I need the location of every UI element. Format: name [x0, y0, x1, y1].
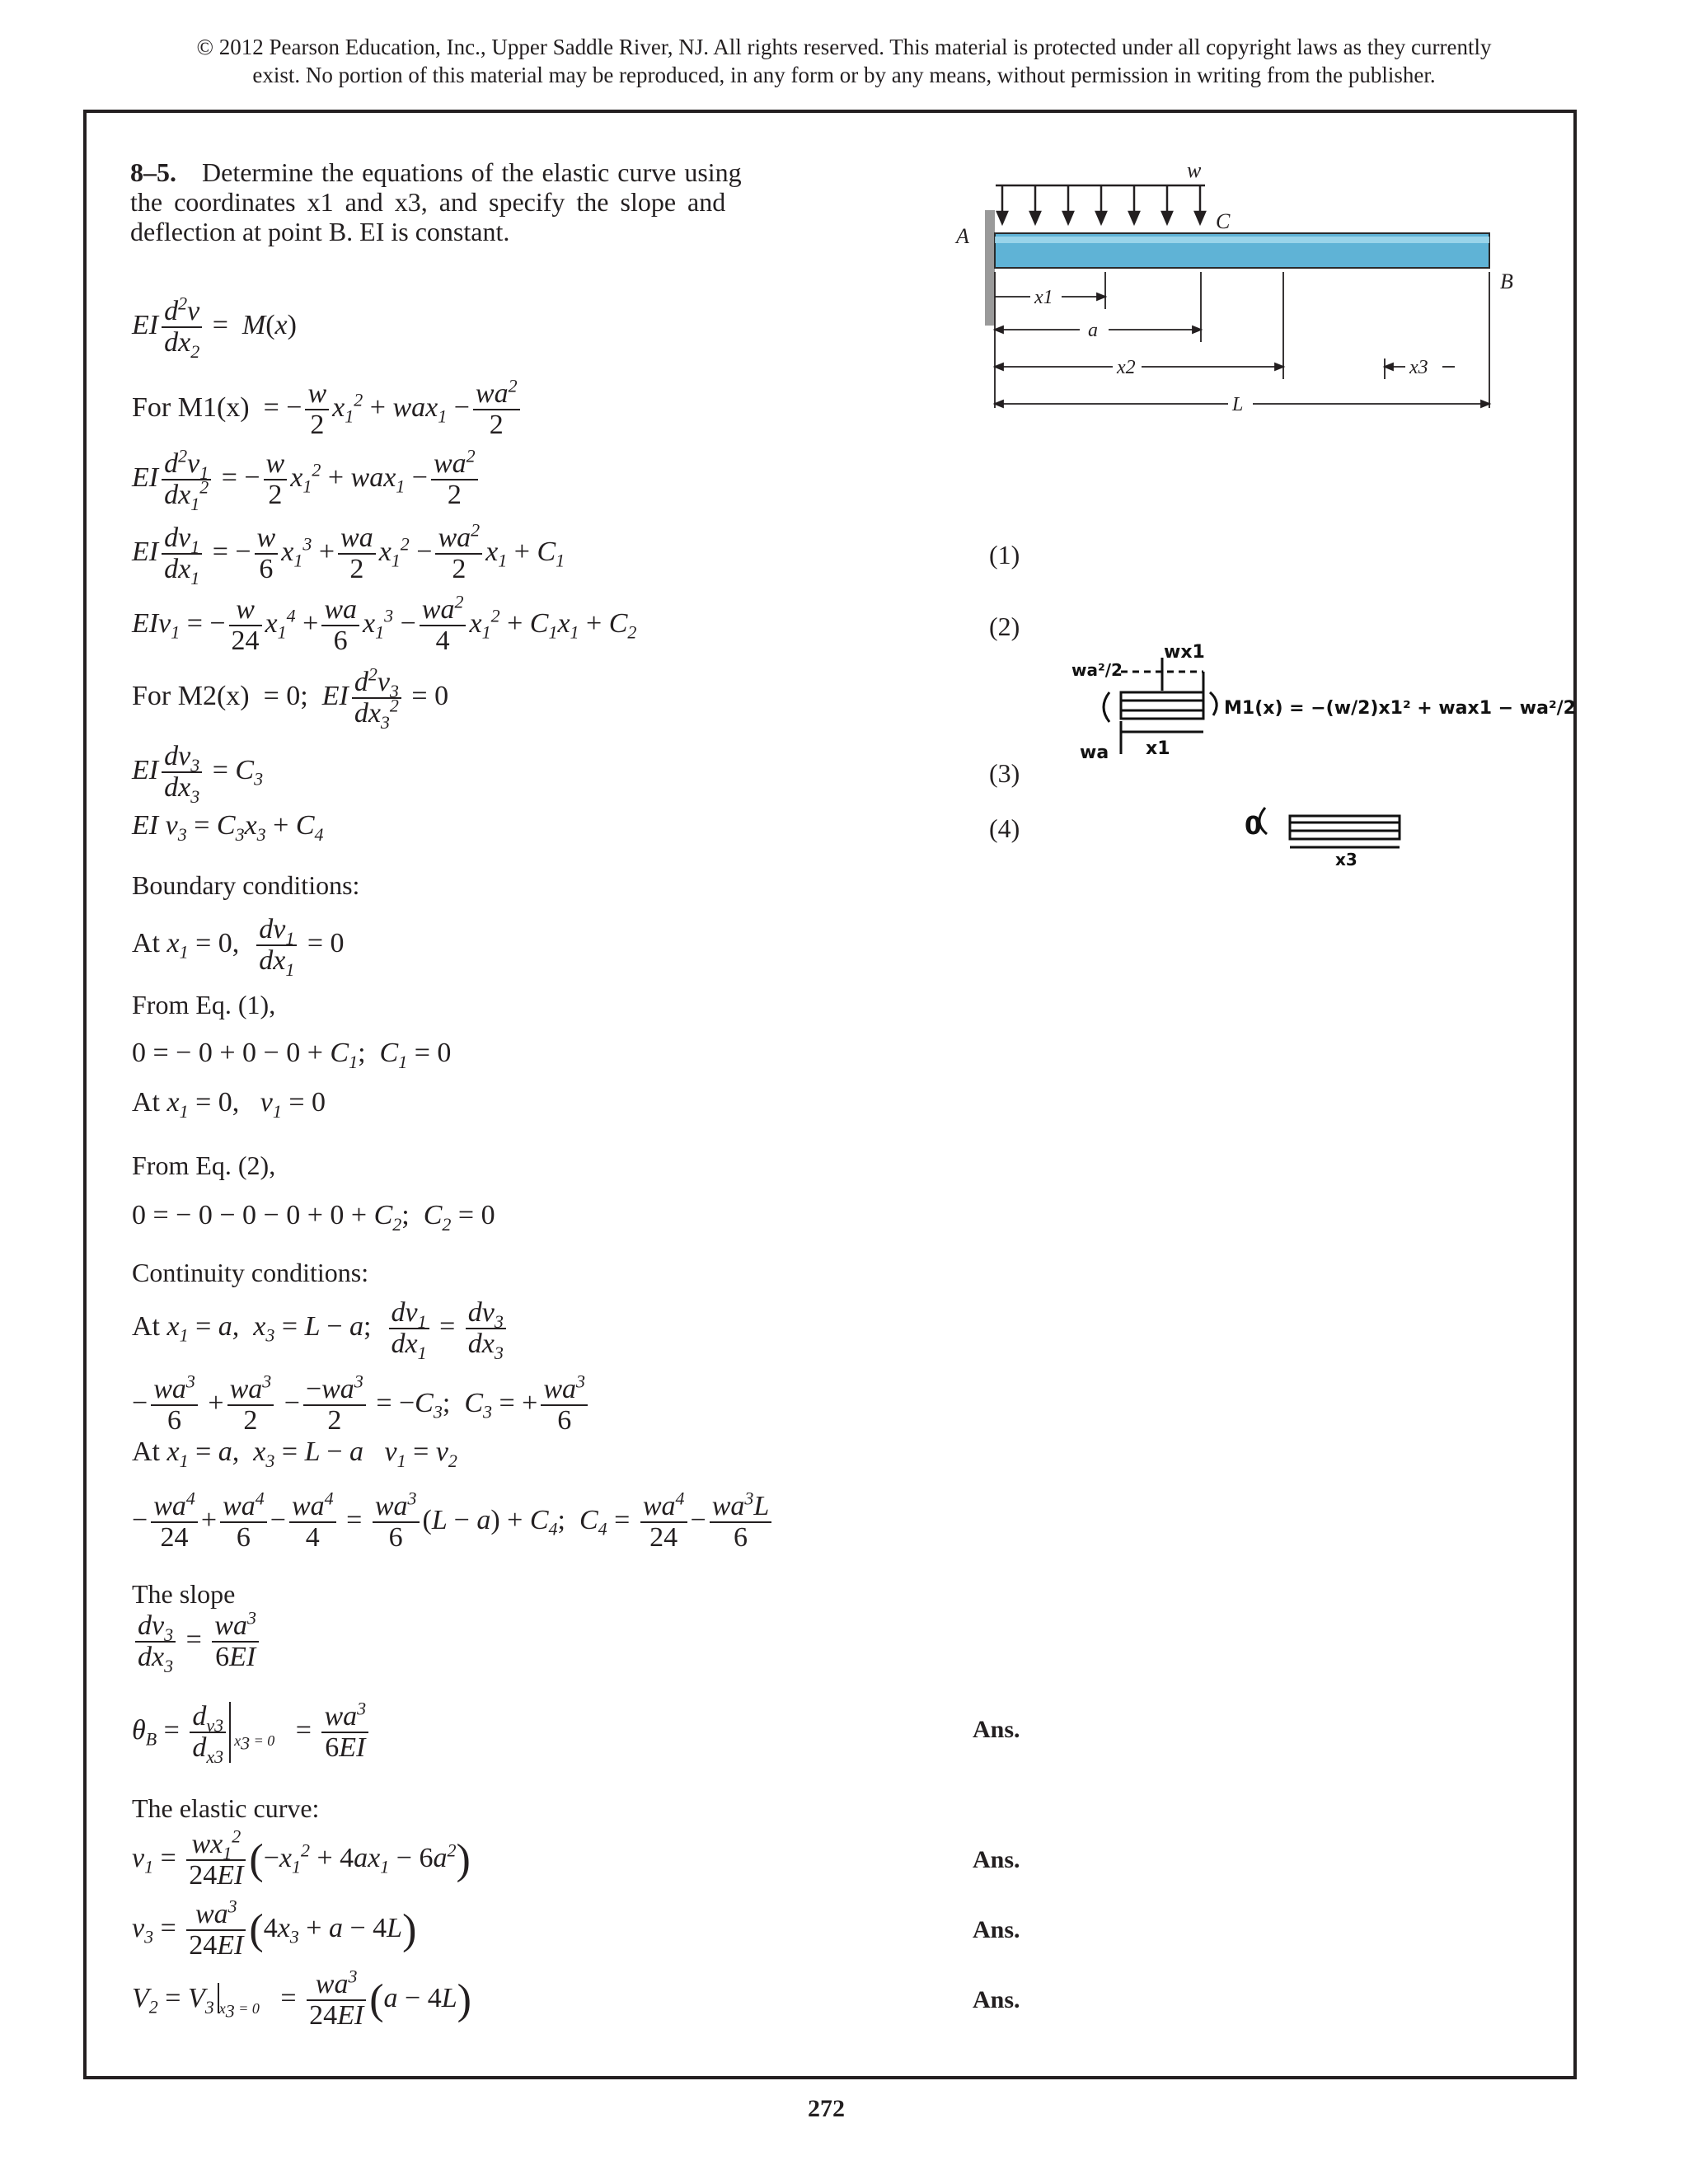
- solve-c3: − $\frac{wa^3}{6}$ + $\frac{wa^3}{2}$ − $\frac{-wa^3}{2}$ = $-C_3$; $C_3$ = + $\frac{wa^3}{6}$: [132, 1375, 591, 1436]
- solve-c1: 0 = − $0 + 0 - 0 + C_1$; $C_1 = 0$: [132, 1038, 452, 1072]
- problem-statement-line-1: Determine the equations of the elastic curve using: [202, 157, 742, 187]
- sketch-dim: x1: [1146, 738, 1170, 759]
- sketch-reaction: wa: [1080, 743, 1109, 763]
- continuity-condition-1: At $x_1 = a$, $x_3 = L - a$; $\frac{dv_1}{dx_1}$ = $\frac{dv_3}{dx_3}$: [132, 1298, 509, 1359]
- slope-at-b: $\theta_B$ = $\frac{d_{v3}}{d_{x3}}$ $_{x_3 = 0}$ = $\frac{wa^3}{6EI}$: [132, 1702, 372, 1763]
- dim-x1-label: x1: [1034, 287, 1053, 308]
- slope-equation: $\frac{dv_3}{dx_3}$ = $\frac{wa^3}{6EI}$: [132, 1611, 262, 1672]
- beam-figure: [940, 158, 1533, 433]
- label-boundary: Boundary conditions:: [132, 870, 360, 900]
- equation-governing: EI $\frac{d^2v}{dx_2}$ = M(x): [132, 293, 297, 362]
- solve-c4: − $\frac{wa^4}{24}$ + $\frac{wa^4}{6}$ − $\frac{wa^4}{4}$ = $\frac{wa^3}{6}$ $(L - a) + C_4$; $C_4$ = $\frac{wa^4}{24}$ − $\frac{wa^3L}{6}$: [132, 1492, 775, 1553]
- deflection-at-b: $V_2 = V_3$ $_{x_3 = 0}$ = $\frac{wa^3}{24EI}$ (a − 4L): [132, 1966, 471, 2031]
- label-continuity: Continuity conditions:: [132, 1258, 369, 1287]
- eq-number-2: (2): [989, 612, 1020, 641]
- elastic-curve-v1: $v_1$ = $\frac{wx_1^2}{24EI}$ $(-x_1^2 + 4ax_1 - 6a^2)$: [132, 1825, 471, 1891]
- point-a-label: A: [956, 224, 969, 248]
- dim-x2-label: x2: [1117, 357, 1136, 378]
- free-body-sketch: [1071, 642, 1576, 890]
- sketch-moment-left: wa²/2: [1071, 660, 1123, 680]
- answer-3: Ans.: [973, 1916, 1020, 1943]
- problem-statement-line-2: the coordinates x1 and x3, and specify the slope and: [130, 187, 726, 217]
- point-c-label: C: [1216, 209, 1231, 233]
- sketch-dim3: x3: [1335, 850, 1357, 869]
- eq-number-1: (1): [989, 540, 1020, 569]
- problem-statement-line-3: deflection at point B. EI is constant.: [130, 217, 510, 246]
- equation-1-slope: EI $\frac{dv_1}{dx_1}$ = − $\frac{w}{6}$ $x_1^3$ + $\frac{wa}{2}$ $x_1^2$ − $\frac{wa^2}{2}$ $x_1 + C_1$: [132, 519, 565, 588]
- copyright-line-1: © 2012 Pearson Education, Inc., Upper Saddle River, NJ. All rights reserved. This material is protected under all copyright laws as they currently: [196, 35, 1492, 59]
- equation-3: EI $\frac{dv_3}{dx_3}$ = $C_3$: [132, 741, 264, 807]
- equation-1-second-derivative: EI $\frac{d^2v_1}{dx_1^2}$ = − $\frac{w}{2}$ $x_1^2 + wax_1$ − $\frac{wa^2}{2}$: [132, 449, 481, 510]
- label-from-eq2: From Eq. (2),: [132, 1151, 276, 1180]
- dim-x3-label: x3: [1409, 357, 1428, 378]
- distributed-load: [996, 185, 1205, 223]
- equation-2-deflection: EIv$_1$ = − $\frac{w}{24}$ $x_1^4$ + $\frac{wa}{6}$ $x_1^3$ − $\frac{wa^2}{4}$ $x_1^2 + C_1x_1 + C_2$: [132, 591, 637, 656]
- sketch-moment-eq: M1(x) = −(w/2)x1² + wax1 − wa²/2: [1224, 698, 1576, 719]
- eq-number-3: (3): [989, 758, 1020, 788]
- page-number: 272: [808, 2095, 845, 2122]
- label-elastic-curve: The elastic curve:: [132, 1793, 320, 1823]
- boundary-condition-1: At $x_1 = 0$, $\frac{dv_1}{dx_1}$ = 0: [132, 914, 345, 980]
- dim-a-label: a: [1088, 320, 1098, 341]
- solve-c2: 0 = − $0 - 0 - 0 + 0 + C_2$; $C_2 = 0$: [132, 1200, 495, 1235]
- continuity-condition-2: At $x_1 = a$, $x_3 = L - a$ $v_1 = v_2$: [132, 1436, 457, 1471]
- label-from-eq1: From Eq. (1),: [132, 990, 276, 1019]
- eq-number-4: (4): [989, 813, 1020, 843]
- answer-4: Ans.: [973, 1986, 1020, 2013]
- point-b-label: B: [1500, 269, 1513, 293]
- sketch-zero: 0: [1245, 812, 1262, 841]
- load-label: w: [1187, 158, 1202, 182]
- label-slope: The slope: [132, 1579, 236, 1609]
- sketch-shear: wx1: [1164, 642, 1205, 663]
- boundary-condition-2: At $x_1 = 0$, $v_1 = 0$: [132, 1087, 326, 1122]
- elastic-curve-v3: $v_3$ = $\frac{wa^3}{24EI}$ $(4x_3 + a - 4L)$: [132, 1896, 417, 1961]
- answer-1: Ans.: [973, 1716, 1020, 1743]
- answer-2: Ans.: [973, 1846, 1020, 1873]
- equation-m2: For M2(x) = 0; EI $\frac{d^2v_3}{dx_3^2}$ = 0: [132, 663, 449, 733]
- dim-l-label: L: [1232, 394, 1244, 415]
- fixed-support: [985, 210, 995, 326]
- copyright-line-2: exist. No portion of this material may be reproduced, in any form or by any means, without permission in writing from the publisher.: [252, 63, 1436, 87]
- equation-4: EI $v_3 = C_3x_3 + C_4$: [132, 810, 324, 845]
- equation-m1: For M1(x) = − $\frac{w}{2}$ $x_1^2 + wax_1$ − $\frac{wa^2}{2}$: [132, 379, 523, 440]
- problem-number: 8–5.: [130, 157, 176, 187]
